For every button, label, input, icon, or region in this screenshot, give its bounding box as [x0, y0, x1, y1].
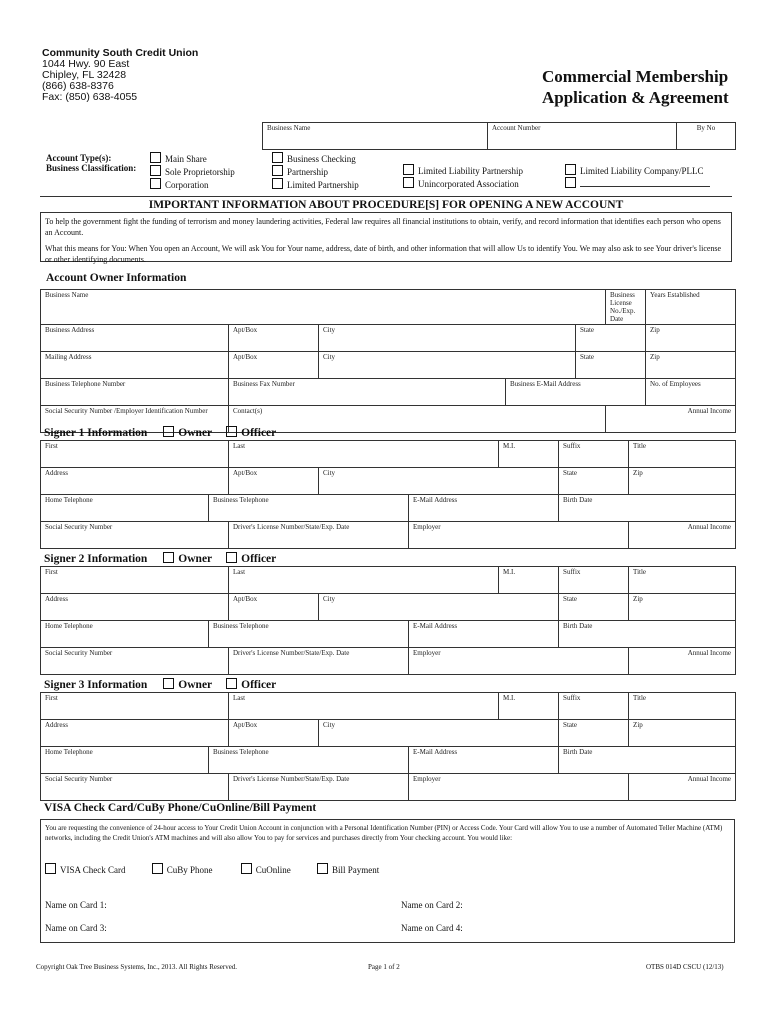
option-cuonline[interactable]: CuOnline [241, 865, 291, 875]
signer-first-field[interactable]: First [41, 441, 229, 468]
signer-email-field[interactable]: E-Mail Address [409, 621, 559, 648]
owner-phone-field[interactable]: Business Telephone Number [41, 379, 229, 406]
checkbox-icon [317, 863, 328, 874]
signer-mi-field[interactable]: M.I. [499, 567, 559, 594]
signer-home-phone-field[interactable]: Home Telephone [41, 495, 209, 522]
checkbox-icon [403, 164, 414, 175]
footer-page: Page 1 of 2 [368, 963, 400, 971]
signer-title: Signer 1 Information [44, 427, 148, 439]
name-on-card-3[interactable]: Name on Card 3: [45, 923, 107, 933]
signer-mi-field[interactable]: M.I. [499, 441, 559, 468]
name-on-card-4[interactable]: Name on Card 4: [401, 923, 463, 933]
signer-zip-field[interactable]: Zip [629, 594, 736, 621]
checkbox-icon [272, 152, 283, 163]
signer-mi-field[interactable]: M.I. [499, 693, 559, 720]
by-no-field[interactable] [677, 123, 736, 150]
option-main-share[interactable]: Main Share [150, 152, 235, 165]
signer-1-table [40, 440, 736, 549]
signer-employer-field[interactable]: Employer [409, 648, 629, 675]
owner-heading: Account Owner Information [46, 272, 187, 284]
option-other[interactable] [565, 177, 710, 190]
signer-3-table [40, 692, 736, 801]
signer-employer-field[interactable]: Employer [409, 774, 629, 801]
owner-income-field[interactable]: Annual Income [606, 406, 736, 433]
checkbox-icon [150, 152, 161, 163]
signer-apt-field[interactable]: Apt/Box [229, 720, 319, 747]
account-type-col2 [272, 152, 359, 191]
signer-income-field[interactable]: Annual Income [629, 774, 736, 801]
checkbox-icon [163, 678, 174, 689]
owner-zip-field[interactable]: Zip [646, 325, 736, 352]
signer-birth-date-field[interactable]: Birth Date [559, 495, 736, 522]
owner-mailing-address-field[interactable]: Mailing Address [41, 352, 229, 379]
signer-business-phone-field[interactable]: Business Telephone [209, 747, 409, 774]
signer-city-field[interactable]: City [319, 468, 559, 495]
owner-mailing-state-field[interactable]: State [576, 352, 646, 379]
signer-business-phone-field[interactable]: Business Telephone [209, 495, 409, 522]
owner-email-field[interactable]: Business E-Mail Address [506, 379, 646, 406]
signer-last-field[interactable]: Last [229, 441, 499, 468]
form-title [542, 66, 732, 108]
owner-business-address-field[interactable]: Business Address [41, 325, 229, 352]
signer-license-field[interactable]: Driver's License Number/State/Exp. Date [229, 522, 409, 549]
signer-city-field[interactable]: City [319, 720, 559, 747]
owner-years-field[interactable]: Years Established [646, 290, 736, 325]
signer-email-field[interactable]: E-Mail Address [409, 747, 559, 774]
checkbox-icon [272, 165, 283, 176]
title-line2: Application & Agreement [542, 88, 729, 107]
signer-license-field[interactable]: Driver's License Number/State/Exp. Date [229, 774, 409, 801]
signer-income-field[interactable]: Annual Income [629, 522, 736, 549]
signer-owner-option[interactable]: Owner [163, 553, 212, 565]
signer-city-field[interactable]: City [319, 594, 559, 621]
checkbox-icon [565, 164, 576, 175]
signer-suffix-field[interactable]: Suffix [559, 693, 629, 720]
checkbox-icon [152, 863, 163, 874]
signer-zip-field[interactable]: Zip [629, 720, 736, 747]
checkbox-icon [565, 177, 576, 188]
signer-employer-field[interactable]: Employer [409, 522, 629, 549]
checkbox-icon [226, 678, 237, 689]
account-type-col4 [565, 164, 710, 190]
signer-ssn-field[interactable]: Social Security Number [41, 522, 229, 549]
option-visa-check-card[interactable]: VISA Check Card [45, 865, 126, 875]
owner-apt-field[interactable]: Apt/Box [229, 325, 319, 352]
signer-state-field[interactable]: State [559, 720, 629, 747]
visa-heading: VISA Check Card/CuBy Phone/CuOnline/Bill Payment [44, 802, 317, 814]
account-type-label: Account Type(s): [46, 153, 112, 163]
option-cuby-phone[interactable]: CuBy Phone [152, 865, 213, 875]
org-address-line1: 1044 Hwy. 90 East [42, 58, 130, 70]
checkbox-icon [226, 426, 237, 437]
footer-code: OTBS 014D CSCU (12/13) [646, 963, 724, 971]
owner-state-field[interactable]: State [576, 325, 646, 352]
owner-license-field[interactable]: Business License No./Exp. Date [606, 290, 646, 325]
signer-officer-option[interactable]: Officer [226, 553, 276, 565]
signer-address-field[interactable]: Address [41, 594, 229, 621]
signer-state-field[interactable]: State [559, 594, 629, 621]
owner-contacts-field[interactable]: Contact(s) [229, 406, 606, 433]
signer-title: Signer 2 Information [44, 553, 148, 565]
account-type-col3 [403, 164, 523, 190]
signer-title: Signer 3 Information [44, 679, 148, 691]
checkbox-icon [150, 165, 161, 176]
option-unincorporated[interactable]: Unincorporated Association [403, 177, 523, 190]
signer-title-field[interactable]: Title [629, 567, 736, 594]
signer-zip-field[interactable]: Zip [629, 468, 736, 495]
option-sole-proprietorship[interactable]: Sole Proprietorship [150, 165, 235, 178]
account-type-col1 [150, 152, 235, 191]
signer-apt-field[interactable]: Apt/Box [229, 468, 319, 495]
option-llc[interactable]: Limited Liability Company/PLLC [565, 164, 710, 177]
footer-copyright: Copyright Oak Tree Business Systems, Inc., 2013. All Rights Reserved. [36, 963, 238, 971]
checkbox-icon [45, 863, 56, 874]
checkbox-icon [403, 177, 414, 188]
option-partnership[interactable]: Partnership [272, 165, 359, 178]
owner-city-field[interactable]: City [319, 325, 576, 352]
important-heading: IMPORTANT INFORMATION ABOUT PROCEDURE[S] FOR OPENING A NEW ACCOUNT [40, 196, 732, 211]
option-bill-payment[interactable]: Bill Payment [317, 865, 379, 875]
checkbox-icon [241, 863, 252, 874]
signer-address-field[interactable]: Address [41, 720, 229, 747]
checkbox-icon [150, 178, 161, 189]
signer-suffix-field[interactable]: Suffix [559, 567, 629, 594]
visa-paragraph: You are requesting the convenience of 24-hour access to Your Credit Union Account in conjunction with a Personal Identification Number (PIN) or Access Code. Your Card will allow You to use a number of Automated Teller Machine (ATM) networks, including the Credit Union's ATM machines and will also allow You to pay for services and purchases directly from Your checking account. You would like: [45, 824, 723, 842]
credit-union-address-block [42, 48, 198, 103]
owner-ssn-field[interactable]: Social Security Number /Employer Identification Number [41, 406, 229, 433]
important-para1: To help the government fight the funding of terrorism and money laundering activities, Federal law requires all financial institutions to obtain, verify, and record information that identifies each person who opens an Account. [45, 217, 721, 237]
signer-state-field[interactable]: State [559, 468, 629, 495]
owner-fax-field[interactable]: Business Fax Number [229, 379, 506, 406]
option-business-checking[interactable]: Business Checking [272, 152, 359, 165]
signer-ssn-field[interactable]: Social Security Number [41, 648, 229, 675]
signer-apt-field[interactable]: Apt/Box [229, 594, 319, 621]
owner-business-name-field[interactable]: Business Name [41, 290, 606, 325]
org-fax: Fax: (850) 638-4055 [42, 91, 138, 103]
title-line1: Commercial Membership [542, 67, 729, 86]
business-classification-label: Business Classification: [46, 163, 137, 173]
signer-owner-option[interactable]: Owner [163, 427, 212, 439]
business-name-label: Business Name [267, 124, 311, 132]
signer-officer-option[interactable]: Officer [226, 427, 276, 439]
signer-first-field[interactable]: First [41, 693, 229, 720]
account-number-label: Account Number [492, 124, 541, 132]
signer-3-heading [44, 678, 276, 691]
signer-1-heading [44, 426, 276, 439]
by-no-label: By No [696, 124, 716, 132]
owner-mailing-zip-field[interactable]: Zip [646, 352, 736, 379]
checkbox-icon [226, 552, 237, 563]
checkbox-icon [163, 426, 174, 437]
owner-employees-field[interactable]: No. of Employees [646, 379, 736, 406]
signer-officer-option[interactable]: Officer [226, 679, 276, 691]
option-limited-partnership[interactable]: Limited Partnership [272, 178, 359, 191]
account-type-labels [46, 153, 136, 173]
signer-title-field[interactable]: Title [629, 693, 736, 720]
signer-owner-option[interactable]: Owner [163, 679, 212, 691]
signer-ssn-field[interactable]: Social Security Number [41, 774, 229, 801]
visa-box [40, 819, 735, 943]
visa-options [45, 863, 379, 876]
signer-last-field[interactable]: Last [229, 693, 499, 720]
signer-address-field[interactable]: Address [41, 468, 229, 495]
option-corporation[interactable]: Corporation [150, 178, 235, 191]
signer-birth-date-field[interactable]: Birth Date [559, 747, 736, 774]
business-name-field[interactable] [263, 123, 488, 150]
option-llp[interactable]: Limited Liability Partnership [403, 164, 523, 177]
signer-income-field[interactable]: Annual Income [629, 648, 736, 675]
signer-title-field[interactable]: Title [629, 441, 736, 468]
signer-email-field[interactable]: E-Mail Address [409, 495, 559, 522]
signer-home-phone-field[interactable]: Home Telephone [41, 747, 209, 774]
signer-license-field[interactable]: Driver's License Number/State/Exp. Date [229, 648, 409, 675]
signer-last-field[interactable]: Last [229, 567, 499, 594]
signer-home-phone-field[interactable]: Home Telephone [41, 621, 209, 648]
signer-2-heading [44, 552, 276, 565]
signer-2-table [40, 566, 736, 675]
name-on-card-1[interactable]: Name on Card 1: [45, 900, 107, 910]
important-box [40, 212, 732, 262]
signer-suffix-field[interactable]: Suffix [559, 441, 629, 468]
signer-business-phone-field[interactable]: Business Telephone [209, 621, 409, 648]
org-address-line2: Chipley, FL 32428 [42, 69, 127, 81]
important-para2: What this means for You: When You open an Account, We will ask You for Your name, address, date of birth, and other information that will allow Us to identify You. We may also ask to see Your driver's license or other identifying documents. [45, 244, 722, 264]
checkbox-icon [272, 178, 283, 189]
signer-first-field[interactable]: First [41, 567, 229, 594]
name-on-card-2[interactable]: Name on Card 2: [401, 900, 463, 910]
owner-mailing-apt-field[interactable]: Apt/Box [229, 352, 319, 379]
signer-birth-date-field[interactable]: Birth Date [559, 621, 736, 648]
owner-table [40, 289, 736, 433]
owner-mailing-city-field[interactable]: City [319, 352, 576, 379]
top-fields-table [262, 122, 736, 150]
checkbox-icon [163, 552, 174, 563]
account-number-field[interactable] [488, 123, 677, 150]
org-phone: (866) 638-8376 [42, 80, 114, 92]
org-name: Community South Credit Union [42, 47, 199, 59]
